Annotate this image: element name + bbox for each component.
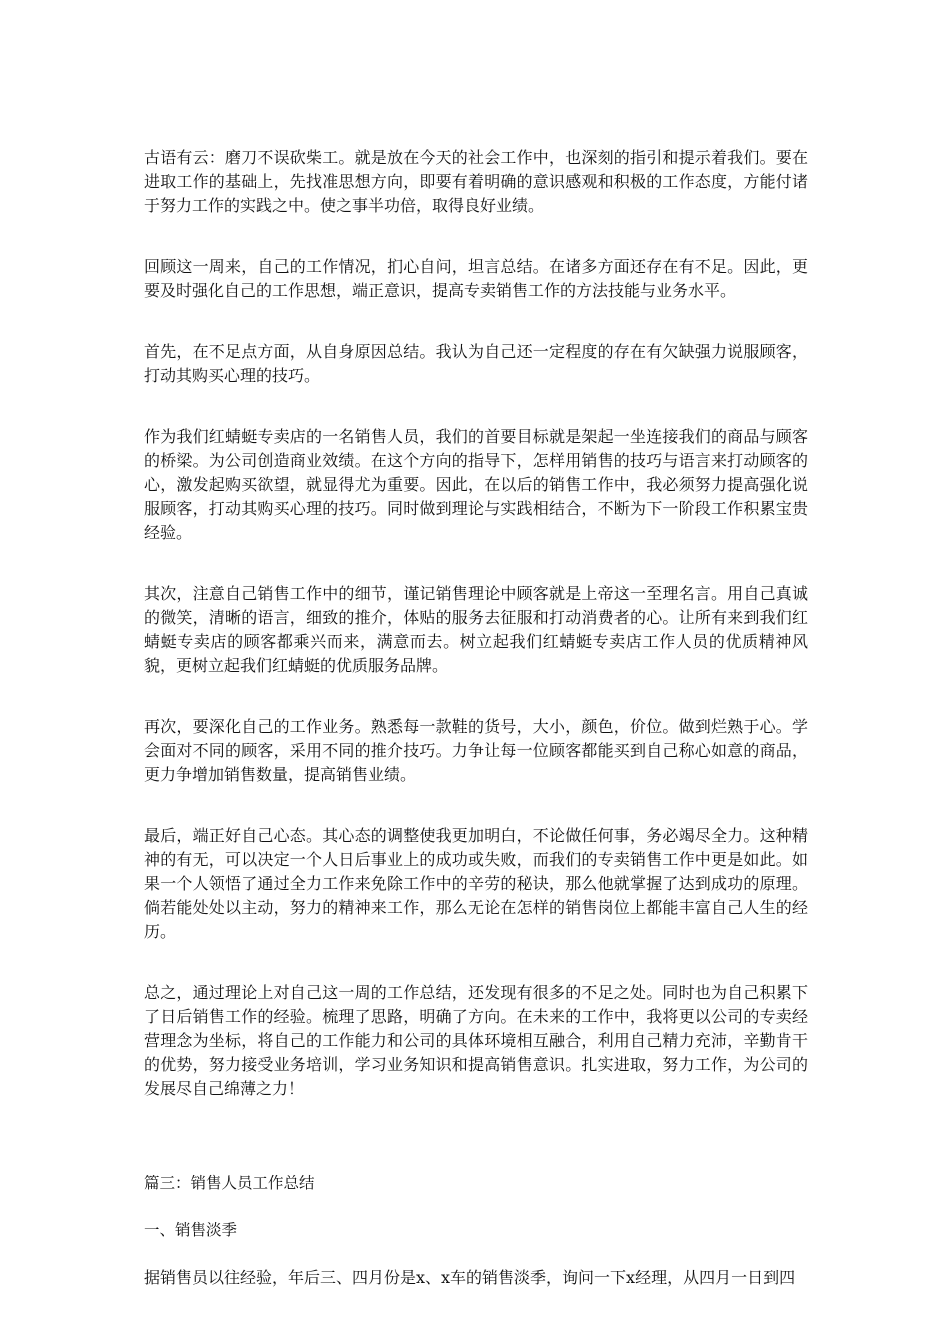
document-page bbox=[144, 146, 808, 1327]
paragraph-5: 其次，注意自己销售工作中的细节，谨记销售理论中顾客就是上帝这一至理名言。用自己真诚的微笑，清晰的语言，细致的推介，体贴的服务去征服和打动消费者的心。让所有来到我们红蜻蜓专卖店的顾客都乘兴而来，满意而去。树立起我们红蜻蜓专卖店工作人员的优质精神风貌，更树立起我们红蜻蜓的优质服务品牌。 bbox=[144, 584, 808, 675]
sub-heading: 一、销售淡季 bbox=[144, 1221, 238, 1239]
paragraph-1: 古语有云：磨刀不误砍柴工。就是放在今天的社会工作中，也深刻的指引和提示着我们。要在进取工作的基础上，先找准思想方向，即要有着明确的意识感观和积极的工作态度，方能付诸于努力工作的实践之中。使之事半功倍，取得良好业绩。 bbox=[144, 148, 808, 215]
section-heading: 篇三：销售人员工作总结 bbox=[144, 1174, 315, 1192]
paragraph-8: 总之，通过理论上对自己这一周的工作总结，还发现有很多的不足之处。同时也为自己积累下了日后销售工作的经验。梳理了思路，明确了方向。在未来的工作中，我将更以公司的专卖经营理念为坐标，将自己的工作能力和公司的具体环境相互融合，利用自己精力充沛，辛勤肯干的优势，努力接受业务培训，学习业务知识和提高销售意识。扎实进取，努力工作，为公司的发展尽自己绵薄之力！ bbox=[144, 983, 808, 1098]
paragraph-6: 再次，要深化自己的工作业务。熟悉每一款鞋的货号，大小，颜色，价位。做到烂熟于心。学会面对不同的顾客，采用不同的推介技巧。力争让每一位顾客都能买到自己称心如意的商品，更力争增加销售数量，提高销售业绩。 bbox=[144, 717, 808, 784]
paragraph-7: 最后，端正好自己心态。其心态的调整使我更加明白，不论做任何事，务必竭尽全力。这种精神的有无，可以决定一个人日后事业上的成功或失败，而我们的专卖销售工作中更是如此。如果一个人领悟了通过全力工作来免除工作中的辛劳的秘诀，那么他就掌握了达到成功的原理。倘若能处处以主动，努力的精神来工作，那么无论在怎样的销售岗位上都能丰富自己人生的经历。 bbox=[144, 826, 808, 941]
paragraph-2: 回顾这一周来，自己的工作情况，扪心自问，坦言总结。在诸多方面还存在有不足。因此，更要及时强化自己的工作思想，端正意识，提高专卖销售工作的方法技能与业务水平。 bbox=[144, 257, 808, 300]
paragraph-3: 首先，在不足点方面，从自身原因总结。我认为自己还一定程度的存在有欠缺强力说服顾客，打动其购买心理的技巧。 bbox=[144, 342, 808, 385]
final-paragraph: 据销售员以往经验，年后三、四月份是x、x车的销售淡季，询问一下x经理，从四月一日到四 bbox=[144, 1268, 796, 1287]
paragraph-4: 作为我们红蜻蜓专卖店的一名销售人员，我们的首要目标就是架起一坐连接我们的商品与顾客的桥梁。为公司创造商业效绩。在这个方向的指导下，怎样用销售的技巧与语言来打动顾客的心，激发起购买欲望，就显得尤为重要。因此，在以后的销售工作中，我必须努力提高强化说服顾客，打动其购买心理的技巧。同时做到理论与实践相结合，不断为下一阶段工作积累宝贵经验。 bbox=[144, 427, 808, 542]
